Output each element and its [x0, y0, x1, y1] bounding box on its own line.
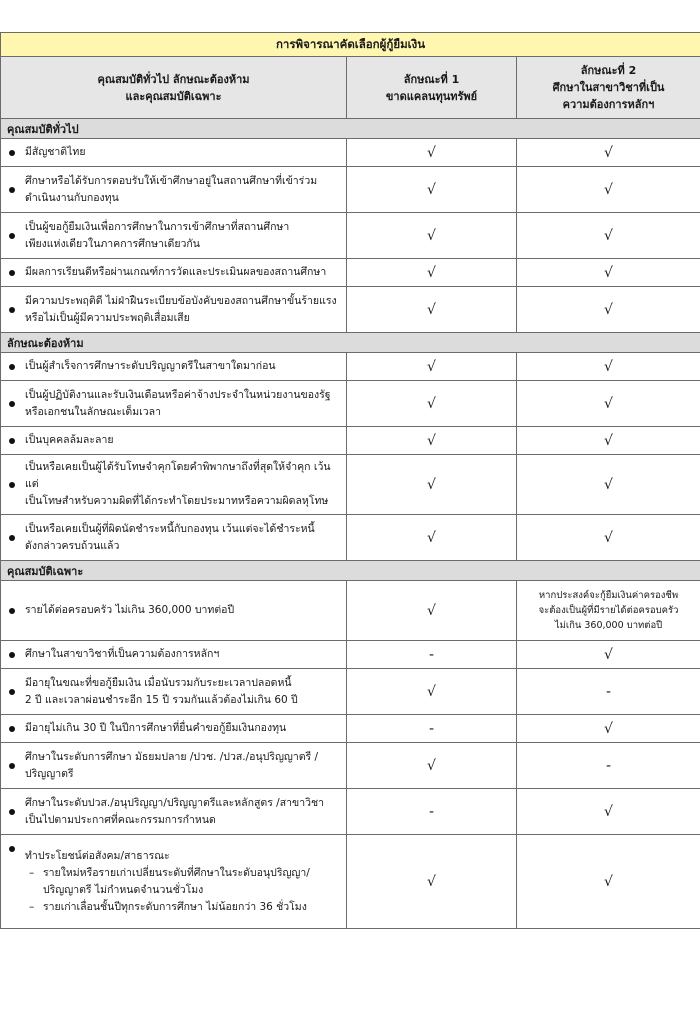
criteria-text: เป็นผู้สำเร็จการศึกษาระดับปริญญาตรีในสาขาใดมาก่อน [25, 360, 276, 372]
section-prohibited: ลักษณะต้องห้าม [1, 333, 700, 353]
criteria-cell [1, 353, 347, 381]
type2-note: หากประสงค์จะกู้ยืมเงินค่าครองชีพ จะต้องเป็นผู้ที่มีรายได้ต่อครอบครัว ไม่เกิน 360,000 บาทต่อปี [517, 581, 700, 641]
type1-mark: √ [347, 259, 517, 287]
type1-mark: √ [347, 167, 517, 213]
table-row [1, 287, 700, 333]
criteria-cell [1, 259, 347, 287]
table-row [1, 743, 700, 789]
dash-icon: – [29, 866, 35, 879]
header-type1: ลักษณะที่ 1 ขาดแคลนทุนทรัพย์ [347, 57, 517, 119]
loan-selection-table [0, 32, 700, 929]
criteria-cell [1, 455, 347, 515]
criteria-cell [1, 641, 347, 669]
criteria-cell [1, 515, 347, 561]
type2-mark: √ [517, 213, 700, 259]
bullet-icon [9, 150, 15, 156]
table-row [1, 381, 700, 427]
type2-mark: √ [517, 259, 700, 287]
criteria-cell [1, 287, 347, 333]
bullet-icon [9, 846, 15, 852]
section-specific: คุณสมบัติเฉพาะ [1, 561, 700, 581]
criteria-text: มีอายุไม่เกิน 30 ปี ในปีการศึกษาที่ยื่นคำขอกู้ยืมเงินกองทุน [25, 722, 287, 734]
bullet-icon [9, 438, 15, 444]
type1-mark: √ [347, 515, 517, 561]
type2-mark: - [517, 669, 700, 715]
criteria-text: 2 ปี และเวลาผ่อนชำระอีก 15 ปี รวมกันแล้วต้องไม่เกิน 60 ปี [25, 693, 298, 706]
table-row [1, 715, 700, 743]
bullet-icon [9, 187, 15, 193]
criteria-text: มีสัญชาติไทย [25, 146, 86, 158]
bullet-icon [9, 608, 15, 614]
sub-item-text: ปริญญาตรี ไม่กำหนดจำนวนชั่วโมง [43, 883, 204, 896]
criteria-text: เพียงแห่งเดียวในภาคการศึกษาเดียวกัน [25, 237, 200, 250]
type2-mark: √ [517, 515, 700, 561]
type2-mark: √ [517, 427, 700, 455]
section-general: คุณสมบัติทั่วไป [1, 119, 700, 139]
type2-mark: √ [517, 715, 700, 743]
criteria-cell [1, 789, 347, 835]
type2-mark: √ [517, 139, 700, 167]
type2-mark: √ [517, 789, 700, 835]
criteria-text: ดังกล่าวครบถ้วนแล้ว [25, 539, 120, 552]
table-row [1, 427, 700, 455]
type1-mark: - [347, 789, 517, 835]
bullet-icon [9, 307, 15, 313]
bullet-icon [9, 364, 15, 370]
type1-mark: √ [347, 427, 517, 455]
sub-item-text: – รายเก่าเลื่อนชั้นปีทุกระดับการศึกษา ไม่น้อยกว่า 36 ชั่วโมง [25, 899, 340, 916]
bullet-icon [9, 689, 15, 695]
type2-mark: √ [517, 381, 700, 427]
bullet-icon [9, 763, 15, 769]
type1-mark: - [347, 641, 517, 669]
table-row [1, 835, 700, 929]
criteria-text: เป็นโทษสำหรับความผิดที่ได้กระทำโดยประมาทหรือความผิดลหุโทษ [25, 495, 329, 507]
table-row [1, 669, 700, 715]
table-row [1, 259, 700, 287]
criteria-text: เป็นบุคคลล้มละลาย [25, 434, 114, 446]
criteria-cell [1, 835, 347, 929]
criteria-text: หรือเอกชนในลักษณะเต็มเวลา [25, 405, 161, 418]
criteria-text: เป็นไปตามประกาศที่คณะกรรมการกำหนด [25, 813, 216, 826]
table-row [1, 641, 700, 669]
criteria-text: ศึกษาในระดับการศึกษา มัธยมปลาย /ปวช. /ปวส./อนุปริญญาตรี / [25, 750, 319, 763]
type2-mark: √ [517, 353, 700, 381]
table-row [1, 213, 700, 259]
criteria-text: เป็นผู้ปฏิบัติงานและรับเงินเดือนหรือค่าจ้างประจำในหน่วยงานของรัฐ [25, 388, 331, 401]
type1-mark: √ [347, 287, 517, 333]
criteria-cell [1, 669, 347, 715]
bullet-icon [9, 535, 15, 541]
criteria-cell [1, 139, 347, 167]
criteria-cell [1, 381, 347, 427]
table-row [1, 167, 700, 213]
criteria-text: ปริญญาตรี [25, 767, 74, 780]
criteria-cell [1, 715, 347, 743]
criteria-text: ทำประโยชน์ต่อสังคม/สาธารณะ [25, 849, 170, 862]
criteria-text: หรือไม่เป็นผู้มีความประพฤติเสื่อมเสีย [25, 311, 190, 324]
criteria-cell [1, 213, 347, 259]
criteria-text: เป็นผู้ขอกู้ยืมเงินเพื่อการศึกษาในการเข้าศึกษาที่สถานศึกษา [25, 220, 290, 233]
type1-mark: √ [347, 743, 517, 789]
bullet-icon [9, 233, 15, 239]
criteria-cell [1, 427, 347, 455]
bullet-icon [9, 270, 15, 276]
table-row [1, 455, 700, 515]
bullet-icon [9, 809, 15, 815]
type2-mark: √ [517, 455, 700, 515]
criteria-cell [1, 581, 347, 641]
type2-mark: √ [517, 641, 700, 669]
criteria-text: ดำเนินงานกับกองทุน [25, 191, 119, 204]
table-row [1, 515, 700, 561]
type1-mark: - [347, 715, 517, 743]
type1-mark: √ [347, 139, 517, 167]
criteria-text: มีความประพฤติดี ไม่ฝ่าฝืนระเบียบข้อบังคับของสถานศึกษาขั้นร้ายแรง [25, 294, 337, 307]
criteria-text: ศึกษาในระดับปวส./อนุปริญญา/ปริญญาตรีและหลักสูตร /สาขาวิชา [25, 796, 325, 809]
criteria-cell [1, 743, 347, 789]
dash-icon: – [29, 900, 35, 913]
type2-mark: √ [517, 167, 700, 213]
bullet-icon [9, 726, 15, 732]
table-title: การพิจารณาคัดเลือกผู้กู้ยืมเงิน [1, 33, 700, 57]
type1-mark: √ [347, 213, 517, 259]
criteria-text: มีผลการเรียนดีหรือผ่านเกณฑ์การวัดและประเมินผลของสถานศึกษา [25, 266, 327, 278]
header-criteria: คุณสมบัติทั่วไป ลักษณะต้องห้าม และคุณสมบัติเฉพาะ [1, 57, 347, 119]
criteria-text: ศึกษาหรือได้รับการตอบรับให้เข้าศึกษาอยู่ในสถานศึกษาที่เข้าร่วม [25, 174, 318, 187]
criteria-text: ศึกษาในสาขาวิชาที่เป็นความต้องการหลักฯ [25, 648, 220, 660]
criteria-text: เป็นหรือเคยเป็นผู้ได้รับโทษจำคุกโดยคำพิพากษาถึงที่สุดให้จำคุก เว้นแต่ [25, 461, 331, 490]
type2-mark: - [517, 743, 700, 789]
table-row [1, 789, 700, 835]
criteria-cell [1, 167, 347, 213]
criteria-text: มีอายุในขณะที่ขอกู้ยืมเงิน เมื่อนับรวมกับระยะเวลาปลอดหนี้ [25, 676, 292, 689]
header-type2: ลักษณะที่ 2 ศึกษาในสาขาวิชาที่เป็น ความต้องการหลักฯ [517, 57, 700, 119]
table-row [1, 139, 700, 167]
type1-mark: √ [347, 455, 517, 515]
bullet-icon [9, 401, 15, 407]
type2-mark: √ [517, 835, 700, 929]
type1-mark: √ [347, 581, 517, 641]
type1-mark: √ [347, 835, 517, 929]
sub-item-text: – รายใหม่หรือรายเก่าเปลี่ยนระดับที่ศึกษาในระดับอนุปริญญา/ [25, 865, 340, 882]
type1-mark: √ [347, 669, 517, 715]
type2-mark: √ [517, 287, 700, 333]
type1-mark: √ [347, 353, 517, 381]
table-row [1, 581, 700, 641]
criteria-text: รายได้ต่อครอบครัว ไม่เกิน 360,000 บาทต่อปี [25, 604, 235, 616]
table-row [1, 353, 700, 381]
bullet-icon [9, 652, 15, 658]
bullet-icon [9, 482, 15, 488]
type1-mark: √ [347, 381, 517, 427]
criteria-text: เป็นหรือเคยเป็นผู้ที่ผิดนัดชำระหนี้กับกองทุน เว้นแต่จะได้ชำระหนี้ [25, 522, 315, 535]
